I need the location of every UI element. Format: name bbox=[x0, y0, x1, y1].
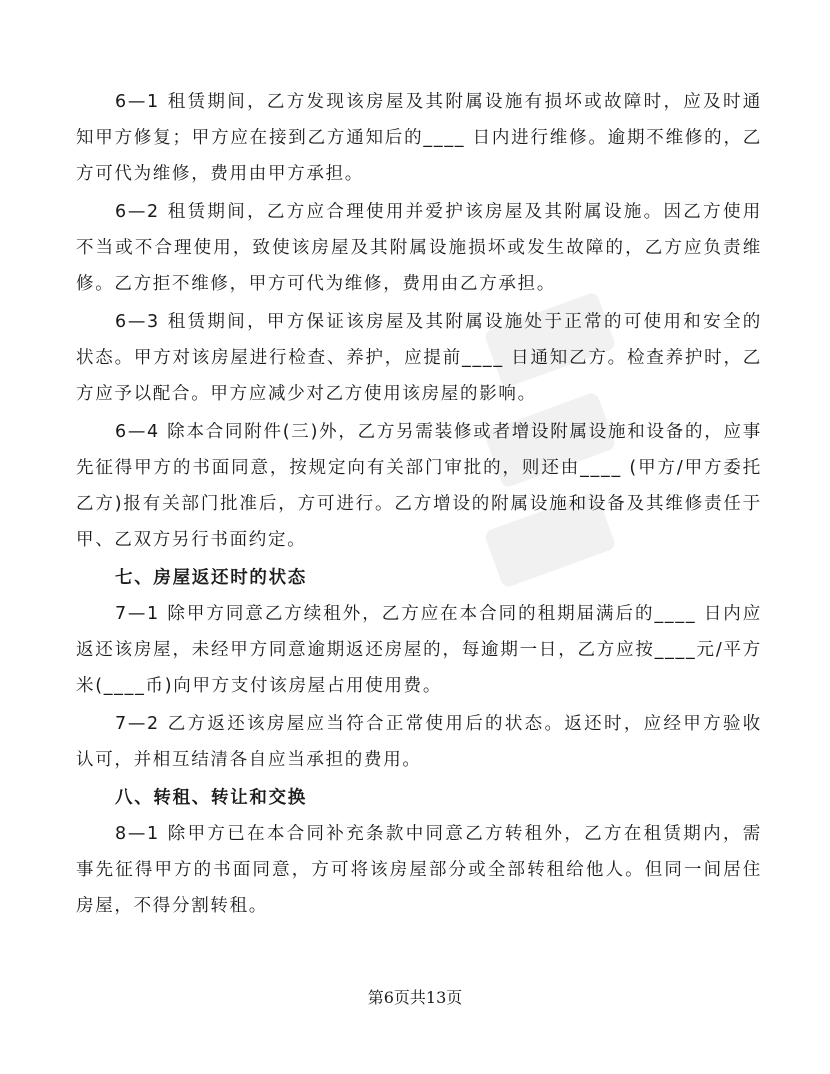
clause-6-3: 6—3 租赁期间，甲方保证该房屋及其附属设施处于正常的可使用和安全的状态。甲方对该房屋进行检查、养护，应提前____ 日通知乙方。检查养护时，乙方应予以配合。甲方应减少对乙方使用该房屋的影响。 bbox=[76, 312, 762, 404]
clause-7-2: 7—2 乙方返还该房屋应当符合正常使用后的状态。返还时，应经甲方验收认可，并相互结清各自应当承担的费用。 bbox=[76, 714, 762, 770]
clause-7-1: 7—1 除甲方同意乙方续租外，乙方应在本合同的租期届满后的____ 日内应返还该房屋，未经甲方同意逾期返还房屋的，每逾期一日，乙方应按____元/平方米(____币)向甲方支付该房屋占用使用费。 bbox=[76, 604, 762, 696]
page-number: 第6页共13页 bbox=[367, 988, 463, 1007]
clause-6-2: 6—2 租赁期间，乙方应合理使用并爱护该房屋及其附属设施。因乙方使用不当或不合理使用，致使该房屋及其附属设施损坏或发生故障的，乙方应负责维修。乙方拒不维修，甲方可代为维修，费用由乙方承担。 bbox=[76, 202, 762, 294]
clause-8-1: 8—1 除甲方已在本合同补充条款中同意乙方转租外，乙方在租赁期内，需事先征得甲方的书面同意，方可将该房屋部分或全部转租给他人。但同一间居住房屋，不得分割转租。 bbox=[76, 824, 762, 916]
document-body bbox=[76, 84, 762, 924]
section-7-heading: 七、房屋返还时的状态 bbox=[115, 568, 307, 588]
clause-6-4: 6—4 除本合同附件(三)外，乙方另需装修或者增设附属设施和设备的，应事先征得甲方的书面同意，按规定向有关部门审批的，则还由____ (甲方/甲方委托乙方)报有关部门批准后，方可进行。乙方增设的附属设施和设备及其维修责任于甲、乙双方另行书面约定。 bbox=[76, 422, 762, 550]
section-8-heading: 八、转租、转让和交换 bbox=[115, 788, 307, 808]
clause-6-1: 6—1 租赁期间，乙方发现该房屋及其附属设施有损坏或故障时，应及时通知甲方修复；甲方应在接到乙方通知后的____ 日内进行维修。逾期不维修的，乙方可代为维修，费用由甲方承担。 bbox=[76, 92, 762, 184]
